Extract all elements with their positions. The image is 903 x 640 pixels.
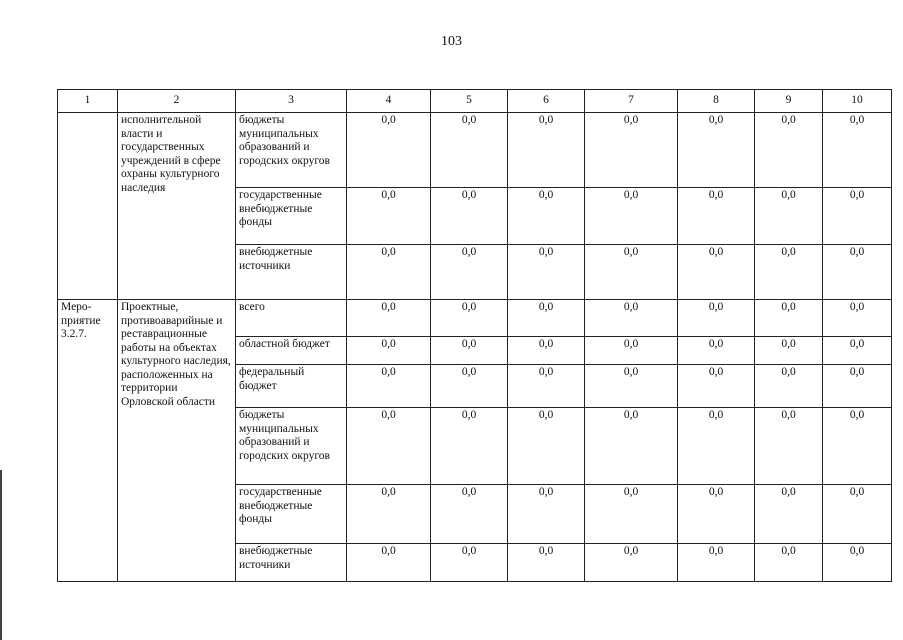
funding-source-cell: государственные внебюджетные фонды [236, 188, 347, 245]
value-cell: 0,0 [347, 113, 431, 188]
value-cell: 0,0 [347, 300, 431, 337]
value-cell: 0,0 [678, 408, 755, 485]
value-cell: 0,0 [347, 188, 431, 245]
measure-number-cell [58, 113, 118, 300]
funding-source-cell: федеральный бюджет [236, 365, 347, 408]
value-cell: 0,0 [508, 300, 585, 337]
value-cell: 0,0 [347, 408, 431, 485]
value-cell: 0,0 [508, 544, 585, 582]
value-cell: 0,0 [678, 245, 755, 300]
page-number: 103 [441, 34, 462, 49]
header-cell: 1 [58, 90, 118, 113]
measure-number-cell: Меро-приятие 3.2.7. [58, 300, 118, 582]
funding-source-cell: внебюджетные источники [236, 544, 347, 582]
value-cell: 0,0 [678, 188, 755, 245]
value-cell: 0,0 [678, 544, 755, 582]
measure-title-cell: исполнительной власти и государственных учреждений в сфере охраны культурного наследия [118, 113, 236, 300]
value-cell: 0,0 [431, 300, 508, 337]
measure-title-cell: Проектные, противоаварийные и реставрационные работы на объектах культурного наследия, расположенных на территории Орловской области [118, 300, 236, 582]
value-cell: 0,0 [823, 485, 892, 544]
funding-source-cell: бюджеты муниципальных образований и городских округов [236, 408, 347, 485]
value-cell: 0,0 [678, 365, 755, 408]
value-cell: 0,0 [823, 300, 892, 337]
value-cell: 0,0 [508, 408, 585, 485]
value-cell: 0,0 [431, 188, 508, 245]
value-cell: 0,0 [508, 485, 585, 544]
funding-source-cell: бюджеты муниципальных образований и городских округов [236, 113, 347, 188]
value-cell: 0,0 [431, 365, 508, 408]
value-cell: 0,0 [823, 188, 892, 245]
value-cell: 0,0 [431, 245, 508, 300]
value-cell: 0,0 [431, 408, 508, 485]
value-cell: 0,0 [347, 365, 431, 408]
value-cell: 0,0 [678, 485, 755, 544]
header-cell: 4 [347, 90, 431, 113]
value-cell: 0,0 [585, 113, 678, 188]
value-cell: 0,0 [755, 365, 823, 408]
value-cell: 0,0 [823, 113, 892, 188]
value-cell: 0,0 [508, 113, 585, 188]
value-cell: 0,0 [823, 408, 892, 485]
value-cell: 0,0 [585, 337, 678, 365]
table-row [58, 113, 892, 188]
value-cell: 0,0 [755, 544, 823, 582]
header-cell: 6 [508, 90, 585, 113]
value-cell: 0,0 [585, 408, 678, 485]
header-cell: 3 [236, 90, 347, 113]
header-cell: 9 [755, 90, 823, 113]
header-cell: 8 [678, 90, 755, 113]
value-cell: 0,0 [823, 245, 892, 300]
value-cell: 0,0 [755, 113, 823, 188]
value-cell: 0,0 [508, 188, 585, 245]
value-cell: 0,0 [585, 365, 678, 408]
value-cell: 0,0 [678, 300, 755, 337]
value-cell: 0,0 [347, 544, 431, 582]
value-cell: 0,0 [755, 245, 823, 300]
value-cell: 0,0 [585, 245, 678, 300]
value-cell: 0,0 [755, 408, 823, 485]
value-cell: 0,0 [755, 188, 823, 245]
value-cell: 0,0 [678, 337, 755, 365]
scan-edge-line [0, 470, 2, 640]
header-cell: 2 [118, 90, 236, 113]
value-cell: 0,0 [347, 485, 431, 544]
value-cell: 0,0 [431, 485, 508, 544]
funding-source-cell: государственные внебюджетные фонды [236, 485, 347, 544]
value-cell: 0,0 [585, 485, 678, 544]
funding-source-cell: внебюджетные источники [236, 245, 347, 300]
header-cell: 7 [585, 90, 678, 113]
value-cell: 0,0 [585, 300, 678, 337]
header-row [58, 90, 892, 113]
value-cell: 0,0 [347, 337, 431, 365]
value-cell: 0,0 [508, 245, 585, 300]
header-cell: 5 [431, 90, 508, 113]
value-cell: 0,0 [585, 188, 678, 245]
value-cell: 0,0 [823, 365, 892, 408]
value-cell: 0,0 [431, 113, 508, 188]
value-cell: 0,0 [755, 337, 823, 365]
value-cell: 0,0 [347, 245, 431, 300]
value-cell: 0,0 [585, 544, 678, 582]
value-cell: 0,0 [823, 337, 892, 365]
value-cell: 0,0 [508, 337, 585, 365]
value-cell: 0,0 [823, 544, 892, 582]
value-cell: 0,0 [755, 300, 823, 337]
value-cell: 0,0 [755, 485, 823, 544]
budget-table [57, 89, 892, 582]
funding-source-cell: областной бюджет [236, 337, 347, 365]
value-cell: 0,0 [431, 337, 508, 365]
value-cell: 0,0 [508, 365, 585, 408]
funding-source-cell: всего [236, 300, 347, 337]
table-row [58, 300, 892, 337]
value-cell: 0,0 [678, 113, 755, 188]
value-cell: 0,0 [431, 544, 508, 582]
header-cell: 10 [823, 90, 892, 113]
